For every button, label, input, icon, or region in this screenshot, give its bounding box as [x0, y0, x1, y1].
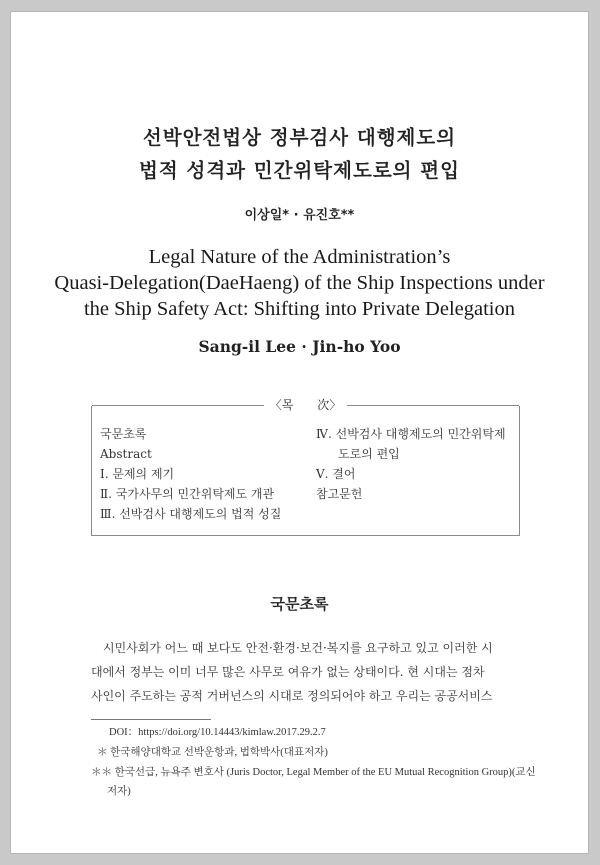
footnote-rule — [91, 719, 211, 720]
korean-title-line-2: 법적 성격과 민간위탁제도로의 편입 — [139, 159, 460, 182]
paper-page — [10, 11, 589, 854]
footnote-continuation: 저자) — [107, 786, 131, 797]
toc-item: 참고문헌 — [316, 487, 363, 501]
toc-heading: 〈목 次〉 — [264, 398, 348, 412]
english-title-line-3: the Ship Safety Act: Shifting into Private Delegation — [83, 298, 515, 320]
footnote-first-author: ＊ 한국해양대학교 선박운항과, 법학박사(대표저자) — [97, 747, 328, 758]
english-title-line-1: Legal Nature of the Administration’s — [148, 246, 451, 268]
toc-item: Ⅳ. 선박검사 대행제도의 민간위탁제 — [316, 427, 506, 441]
toc-left-column — [100, 424, 281, 524]
toc-item: Ⅲ. 선박검사 대행제도의 법적 성질 — [100, 507, 282, 521]
abstract-body — [91, 636, 515, 708]
table-of-contents — [91, 398, 520, 536]
toc-item: Ⅰ. 문제의 제기 — [100, 467, 175, 481]
toc-right-column — [316, 424, 506, 504]
english-title-line-2: Quasi-Delegation(DaeHaeng) of the Ship Inspections under — [54, 272, 545, 294]
toc-item: Ⅱ. 국가사무의 민간위탁제도 개관 — [100, 487, 275, 501]
toc-item-continuation: 도로의 편입 — [338, 447, 400, 461]
toc-item: 국문초록 — [100, 427, 147, 441]
abstract-line: 시민사회가 어느 때 보다도 안전·환경·보건·복지를 요구하고 있고 이러한 시 — [103, 641, 493, 655]
doi-footnote: DOI：https://doi.org/10.14443/kimlaw.2017.29.2.7 — [109, 727, 326, 738]
footnote-corresponding-author: ＊＊ 한국선급, 뉴욕주 변호사 (Juris Doctor, Legal Member of the EU Mutual Recognition Group)(교신 — [91, 767, 536, 778]
toc-item: Abstract — [100, 447, 152, 461]
abstract-line: 사인이 주도하는 공적 거버넌스의 시대로 정의되어야 하고 우리는 공공서비스 — [91, 689, 493, 703]
abstract-heading: 국문초록 — [270, 595, 329, 613]
korean-authors: 이상일* · 유진호** — [244, 208, 355, 223]
korean-title-line-1: 선박안전법상 정부검사 대행제도의 — [142, 126, 457, 149]
abstract-line: 대에서 정부는 이미 너무 많은 사무로 여유가 없는 상태이다. 현 시대는 점차 — [91, 665, 485, 679]
english-authors: Sang-il Lee · Jin-ho Yoo — [198, 337, 401, 356]
toc-item: Ⅴ. 결어 — [316, 467, 356, 481]
